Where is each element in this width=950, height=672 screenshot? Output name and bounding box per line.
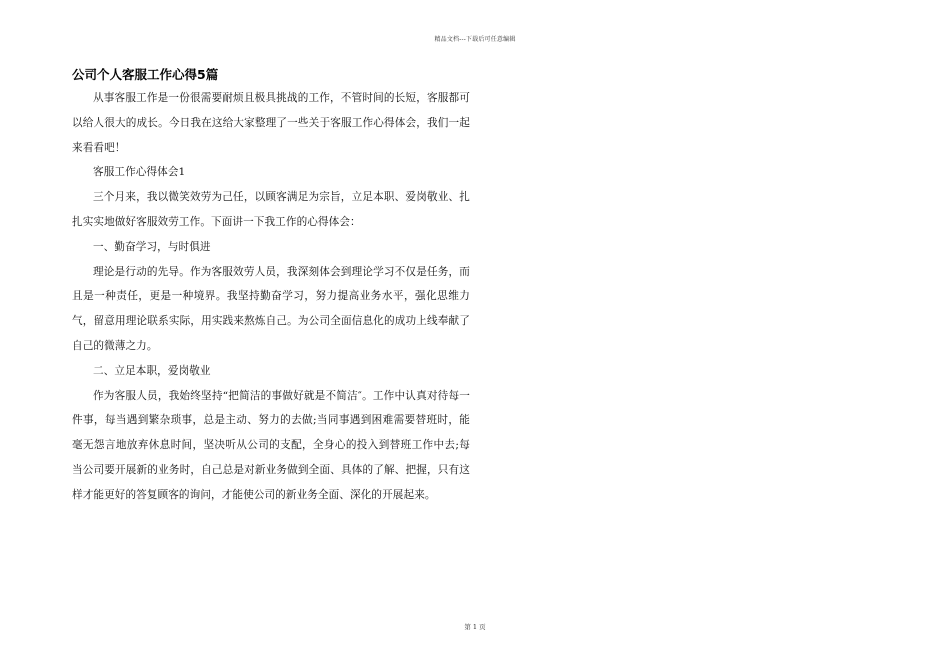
page-number: 第 1 页 xyxy=(464,623,486,631)
page-header-note: 精品文档---下载后可任意编辑 xyxy=(434,36,516,43)
paragraph-study: 理论是行动的先导。作为客服效劳人员，我深刻体会到理论学习不仅是任务，而且是一种责任，更是一种境界。我坚持勤奋学习，努力提高业务水平，强化思维力气，留意用理论联系实际，用实践来熬炼自己。为公司全面信息化的成功上线奉献了自己的微薄之力。 xyxy=(72,265,470,352)
paragraph-intro: 从事客服工作是一份很需要耐烦且极具挑战的工作，不管时间的长短，客服都可以给人很大的成长。今日我在这给大家整理了一些关于客服工作心得体会，我们一起来看看吧！ xyxy=(72,92,470,154)
paragraph-dedication: 作为客服人员，我始终坚持“把简洁的事做好就是不简洁″。工作中认真对待每一件事，每当遇到繁杂琐事，总是主动、努力的去做;当同事遇到困难需要替班时，能毫无怨言地放弃休息时间，坚决听从公司的支配，全身心的投入到替班工作中去;每当公司要开展新的业务时，自己总是对新业务做到全面、具体的了解、把握，只有这样才能更好的答复顾客的询问，才能使公司的新业务全面、深化的开展起来。 xyxy=(72,389,470,501)
document-title: 公司个人客服工作心得5篇 xyxy=(72,67,219,82)
paragraph-1: 三个月来，我以微笑效劳为己任，以顾客满足为宗旨，立足本职、爱岗敬业、扎扎实实地做好客服效劳工作。下面讲一下我工作的心得体会： xyxy=(72,191,470,228)
subheading-study: 一、勤奋学习，与时俱进 xyxy=(93,240,211,253)
subheading-dedication: 二、立足本职，爱岗敬业 xyxy=(93,364,211,377)
section-heading-1: 客服工作心得体会1 xyxy=(93,166,186,179)
document-body xyxy=(72,64,470,508)
